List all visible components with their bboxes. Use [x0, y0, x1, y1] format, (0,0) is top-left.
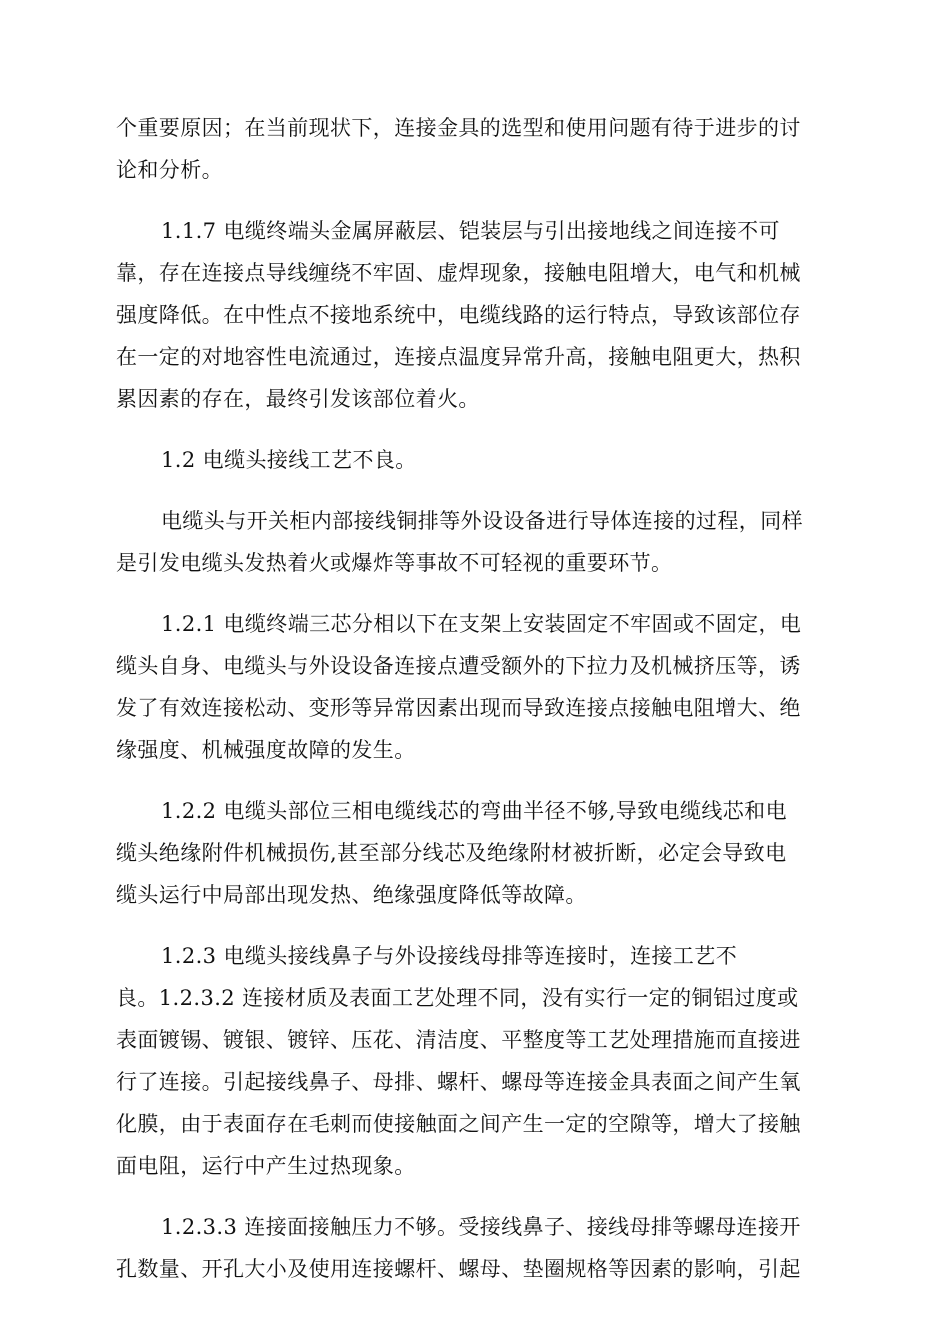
text-line: 缆头自身、电缆头与外设设备连接点遭受额外的下拉力及机械挤压等，诱: [116, 654, 801, 678]
text-line: 是引发电缆头发热着火或爆炸等事故不可轻视的重要环节。: [116, 551, 673, 575]
text-line: 论和分析。: [116, 158, 223, 182]
text-line: 累因素的存在，最终引发该部位着火。: [116, 387, 480, 411]
paragraph-1-1-7: [116, 210, 834, 420]
text-line: 缆头绝缘附件机械损伤,甚至部分线芯及绝缘附材被折断，必定会导致电: [116, 841, 787, 865]
paragraph-1-2-1: [116, 603, 834, 771]
text-line: 1.2 电缆头接线工艺不良。: [161, 448, 417, 472]
paragraph: [116, 107, 834, 191]
text-line: 良。1.2.3.2 连接材质及表面工艺处理不同，没有实行一定的铜铝过度或: [116, 986, 799, 1010]
text-line: 1.2.3.3 连接面接触压力不够。受接线鼻子、接线母排等螺母连接开: [161, 1215, 801, 1239]
text-line: 1.1.7 电缆终端头金属屏蔽层、铠装层与引出接地线之间连接不可: [161, 219, 780, 243]
section-heading-1-2: [116, 439, 834, 481]
text-line: 化膜，由于表面存在毛刺而使接触面之间产生一定的空隙等，增大了接触: [116, 1112, 801, 1136]
text-line: 行了连接。引起接线鼻子、母排、螺杆、螺母等连接金具表面之间产生氧: [116, 1070, 801, 1094]
text-line: 1.2.2 电缆头部位三相电缆线芯的弯曲半径不够,导致电缆线芯和电: [161, 799, 787, 823]
text-line: 面电阻，运行中产生过热现象。: [116, 1154, 416, 1178]
text-line: 缆头运行中局部出现发热、绝缘强度降低等故障。: [116, 883, 587, 907]
paragraph-1-2-3-3: [116, 1206, 834, 1290]
text-line: 表面镀锡、镀银、镀锌、压花、清洁度、平整度等工艺处理措施而直接进: [116, 1028, 801, 1052]
text-line: 个重要原因；在当前现状下，连接金具的选型和使用问题有待于进步的讨: [116, 116, 801, 140]
paragraph-1-2-2: [116, 790, 834, 916]
text-line: 靠，存在连接点导线缠绕不牢固、虚焊现象，接触电阻增大，电气和机械: [116, 261, 801, 285]
document-body: [116, 107, 834, 1309]
text-line: 电缆头与开关柜内部接线铜排等外设设备进行导体连接的过程，同样: [161, 509, 803, 533]
paragraph-1-2-3: [116, 935, 834, 1187]
text-line: 在一定的对地容性电流通过，连接点温度异常升高，接触电阻更大，热积: [116, 345, 801, 369]
text-line: 1.2.3 电缆头接线鼻子与外设接线母排等连接时，连接工艺不: [161, 944, 738, 968]
paragraph: [116, 500, 834, 584]
text-line: 发了有效连接松动、变形等异常因素出现而导致连接点接触电阻增大、绝: [116, 696, 801, 720]
text-line: 1.2.1 电缆终端三芯分相以下在支架上安装固定不牢固或不固定，电: [161, 612, 802, 636]
text-line: 强度降低。在中性点不接地系统中，电缆线路的运行特点，导致该部位存: [116, 303, 801, 327]
text-line: 孔数量、开孔大小及使用连接螺杆、螺母、垫圈规格等因素的影响，引起: [116, 1257, 801, 1281]
text-line: 缘强度、机械强度故障的发生。: [116, 738, 416, 762]
